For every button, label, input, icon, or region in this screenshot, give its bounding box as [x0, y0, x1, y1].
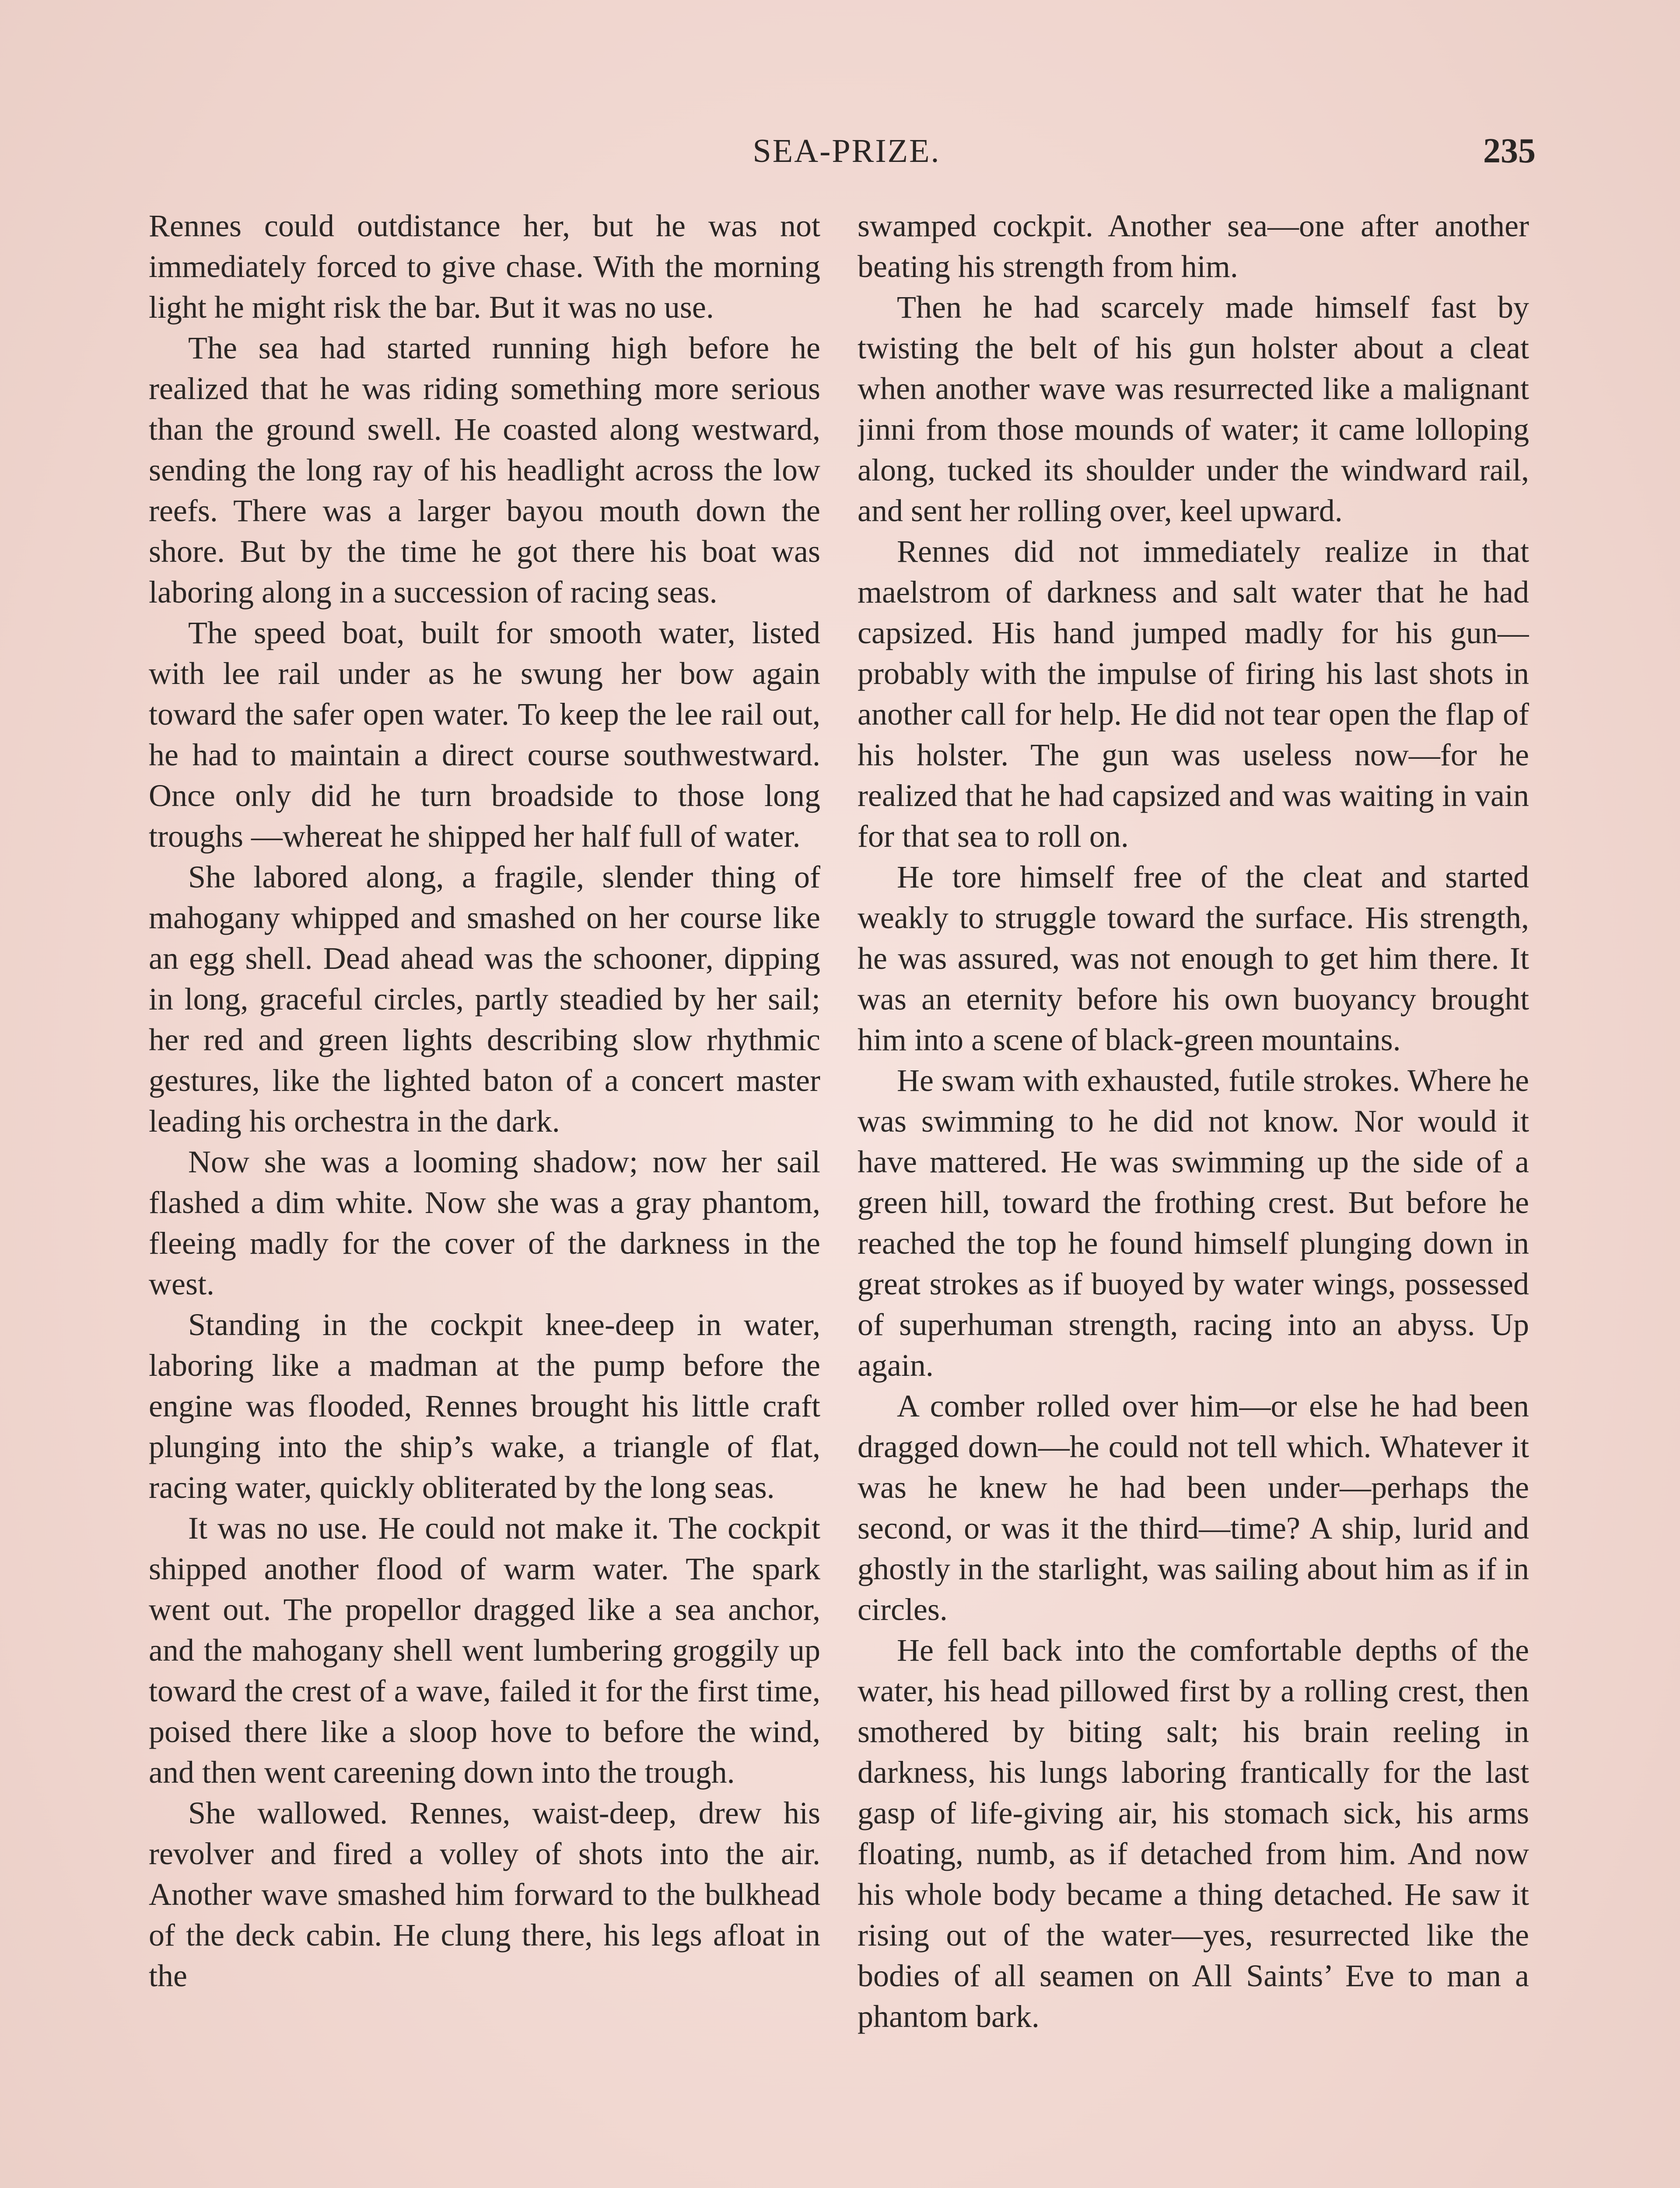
- right-column: [858, 206, 1529, 2188]
- paragraph: A comber rolled over him—or else he had been dragged down—he could not tell which. Whatever it was he knew he had been under—perhaps the second, or was it the third—time? A ship, lurid and ghostly in the starlight, was sailing about him as if in circles.: [858, 1389, 1529, 1627]
- paragraph: Then he had scarcely made himself fast by twisting the belt of his gun holster about a cleat when another wave was resurrected like a malignant jinni from those mounds of water; it came lolloping along, tucked its shoulder under the windward rail, and sent her rolling over, keel upward.: [858, 290, 1529, 528]
- paragraph: Now she was a looming shadow; now her sail flashed a dim white. Now she was a gray phantom, fleeing madly for the cover of the darkness in the west.: [149, 1144, 820, 1301]
- paragraph: The sea had started running high before he realized that he was riding something more serious than the ground swell. He coasted along westward, sending the long ray of his headlight across the low reefs. There was a larger bayou mouth down the shore. But by the time he got there his boat was laboring along in a succession of racing seas.: [149, 330, 820, 610]
- paragraph: Standing in the cockpit knee-deep in water, laboring like a madman at the pump before the engine was flooded, Rennes brought his little craft plunging into the ship’s wake, a triangle of flat, racing water, quickly obliterated by the long seas.: [149, 1307, 820, 1505]
- page-number: 235: [1483, 132, 1536, 170]
- paragraph: It was no use. He could not make it. The cockpit shipped another flood of warm water. The spark went out. The propellor dragged like a sea anchor, and the mahogany shell went lumbering groggily up toward the crest of a wave, failed it for the first time, poised there like a sloop hove to before the wind, and then went careening down into the trough.: [149, 1511, 820, 1790]
- paragraph: Rennes could outdistance her, but he was not immediately forced to give chase. With the morning light he might risk the bar. But it was no use.: [149, 208, 820, 325]
- left-column: [149, 206, 820, 2188]
- paragraph: The speed boat, built for smooth water, listed with lee rail under as he swung her bow again toward the safer open water. To keep the lee rail out, he had to maintain a direct course southwestward. Once only did he turn broadside to those long troughs —whereat he shipped her half full of water.: [149, 615, 820, 854]
- page-header: [0, 127, 1680, 175]
- paragraph-continuation: swamped cockpit. Another sea—one after another beating his strength from him.: [858, 208, 1529, 284]
- paragraph: He swam with exhausted, futile strokes. Where he was swimming to he did not know. Nor would it have mattered. He was swimming up the side of a green hill, toward the frothing crest. But before he reached the top he found himself plunging down in great strokes as if buoyed by water wings, possessed of superhuman strength, racing into an abyss. Up again.: [858, 1063, 1529, 1383]
- paragraph: She labored along, a fragile, slender thing of mahogany whipped and smashed on her course like an egg shell. Dead ahead was the schooner, dipping in long, graceful circles, partly steadied by her sail; her red and green lights describing slow rhythmic gestures, like the lighted baton of a concert master leading his orchestra in the dark.: [149, 859, 820, 1139]
- paragraph: He tore himself free of the cleat and started weakly to struggle toward the surface. His strength, he was assured, was not enough to get him there. It was an eternity before his own buoyancy brought him into a scene of black-green mountains.: [858, 859, 1529, 1057]
- paragraph: She wallowed. Rennes, waist-deep, drew his revolver and fired a volley of shots into the air. Another wave smashed him forward to the bulkhead of the deck cabin. He clung there, his legs afloat in the: [149, 1795, 820, 1993]
- running-head: SEA-PRIZE.: [752, 133, 941, 169]
- paragraph: Rennes did not immediately realize in that maelstrom of darkness and salt water that he had capsized. His hand jumped madly for his gun—probably with the impulse of firing his last shots in another call for help. He did not tear open the flap of his holster. The gun was useless now—for he realized that he had capsized and was waiting in vain for that sea to roll on.: [858, 534, 1529, 854]
- paragraph: He fell back into the comfortable depths of the water, his head pillowed first by a rolling crest, then smothered by biting salt; his brain reeling in darkness, his lungs laboring frantically for the last gasp of life-giving air, his stomach sick, his arms floating, numb, as if detached from him. And now his whole body became a thing detached. He saw it rising out of the water—yes, resurrected like the bodies of all seamen on All Saints’ Eve to man a phantom bark.: [858, 1633, 1529, 2034]
